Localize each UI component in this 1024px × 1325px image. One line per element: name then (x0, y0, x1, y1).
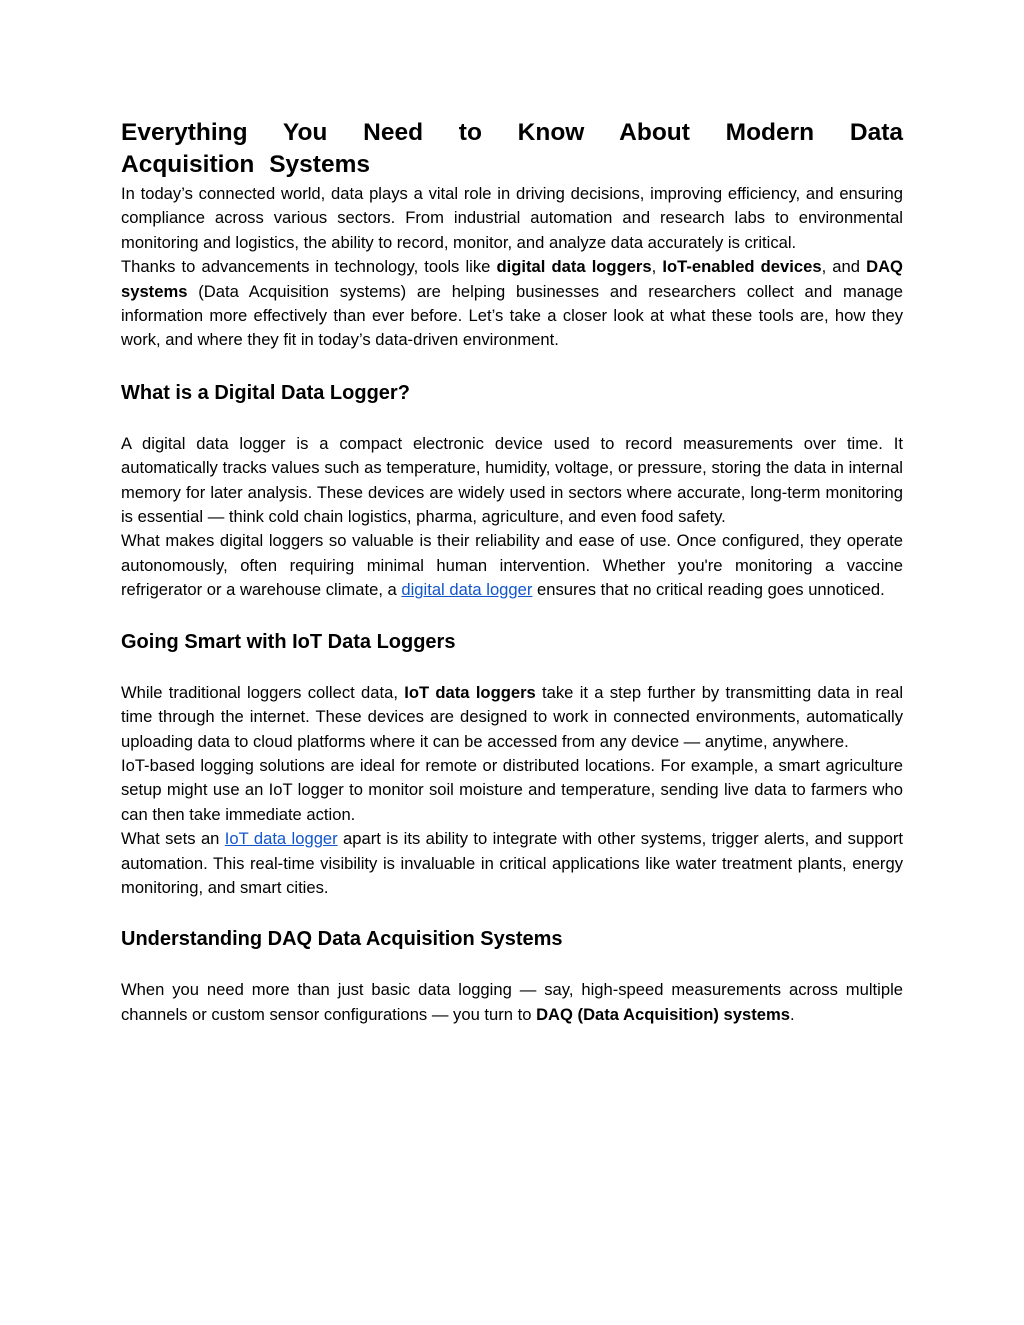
iot-data-logger-link[interactable]: IoT data logger (224, 829, 338, 849)
intro-p2-text-c: , (651, 257, 663, 277)
section2-p3-text-a: What sets an (121, 829, 225, 849)
document-page (121, 117, 903, 1027)
digital-data-logger-link[interactable]: digital data logger (401, 580, 533, 600)
section3-paragraph-1 (121, 978, 903, 1027)
section3-p1-text-a: When you need more than just basic data logging — say, high-speed measurements across multiple channels or custom sensor configurations — you turn to (121, 980, 903, 1024)
intro-p2-text-a: Thanks to advancements in technology, tools like (121, 257, 497, 277)
section-heading-daq-systems: Understanding DAQ Data Acquisition Systems (121, 928, 563, 951)
section2-paragraph-3 (121, 827, 903, 900)
section3-p1-text-c: . (789, 1004, 795, 1024)
section1-p2-text-b: ensures that no critical reading goes unnoticed. (532, 580, 885, 600)
section1-paragraph-1: A digital data logger is a compact electronic device used to record measurements over time. It automatically tracks values such as temperature, humidity, voltage, or pressure, storing the data in internal memory for later analysis. These devices are widely used in sectors where accurate, long-term monitoring is essential — think cold chain logistics, pharma, agriculture, and even food safety. (121, 433, 903, 527)
section-heading-digital-data-logger: What is a Digital Data Logger? (121, 381, 410, 404)
section1-paragraph-2 (121, 529, 903, 602)
section2-paragraph-1 (121, 681, 903, 754)
intro-p2-text-e: , and (821, 257, 867, 277)
intro-p2-bold-digital-data-loggers: digital data loggers (496, 257, 652, 277)
section2-paragraph-2: IoT-based logging solutions are ideal for remote or distributed locations. For example, a smart agriculture setup might use an IoT logger to monitor soil moisture and temperature, sending live data to farmers who can then take immediate action. (121, 755, 903, 824)
section3-p1-bold-daq-systems: DAQ (Data Acquisition) systems (536, 1004, 790, 1024)
intro-p2-bold-daq-systems: DAQ systems (121, 257, 903, 301)
section2-p1-text-c: take it a step further by transmitting data in real time through the internet. These devices are designed to work in connected environments, automatically uploading data to cloud platforms where it can be accessed from any device — anytime, anywhere. (121, 682, 904, 751)
intro-paragraph-2 (121, 255, 903, 353)
intro-paragraph-1: In today’s connected world, data plays a vital role in driving decisions, improving efficiency, and ensuring compliance across various sectors. From industrial automation and research labs to environmental monitoring and logistics, the ability to record, monitor, and analyze data accurately is critical. (121, 184, 903, 252)
page-title: Everything You Need to Know About Modern Data Acquisition Systems (121, 119, 903, 178)
intro-p2-bold-iot-enabled-devices: IoT-enabled devices (662, 257, 822, 277)
section2-p3-text-b: apart is its ability to integrate with other systems, trigger alerts, and support automation. This real-time visibility is invaluable in critical applications like water treatment plants, energy monitoring, and smart cities. (121, 829, 904, 897)
section1-p2-text-a: What makes digital loggers so valuable is their reliability and ease of use. Once configured, they operate autonomously, often requiring minimal human intervention. Whether you're monitoring a vaccine refrigerator or a warehouse climate, a (121, 531, 903, 600)
section2-p1-text-a: While traditional loggers collect data, (121, 682, 405, 702)
section2-p1-bold-iot-data-loggers: IoT data loggers (404, 682, 536, 702)
intro-p2-text-g: (Data Acquisition systems) are helping businesses and researchers collect and manage information more effectively than ever before. Let’s take a closer look at what these tools are, how they work, and where they fit in today’s data-driven environment. (121, 281, 903, 350)
section-heading-iot-data-loggers: Going Smart with IoT Data Loggers (121, 630, 456, 653)
